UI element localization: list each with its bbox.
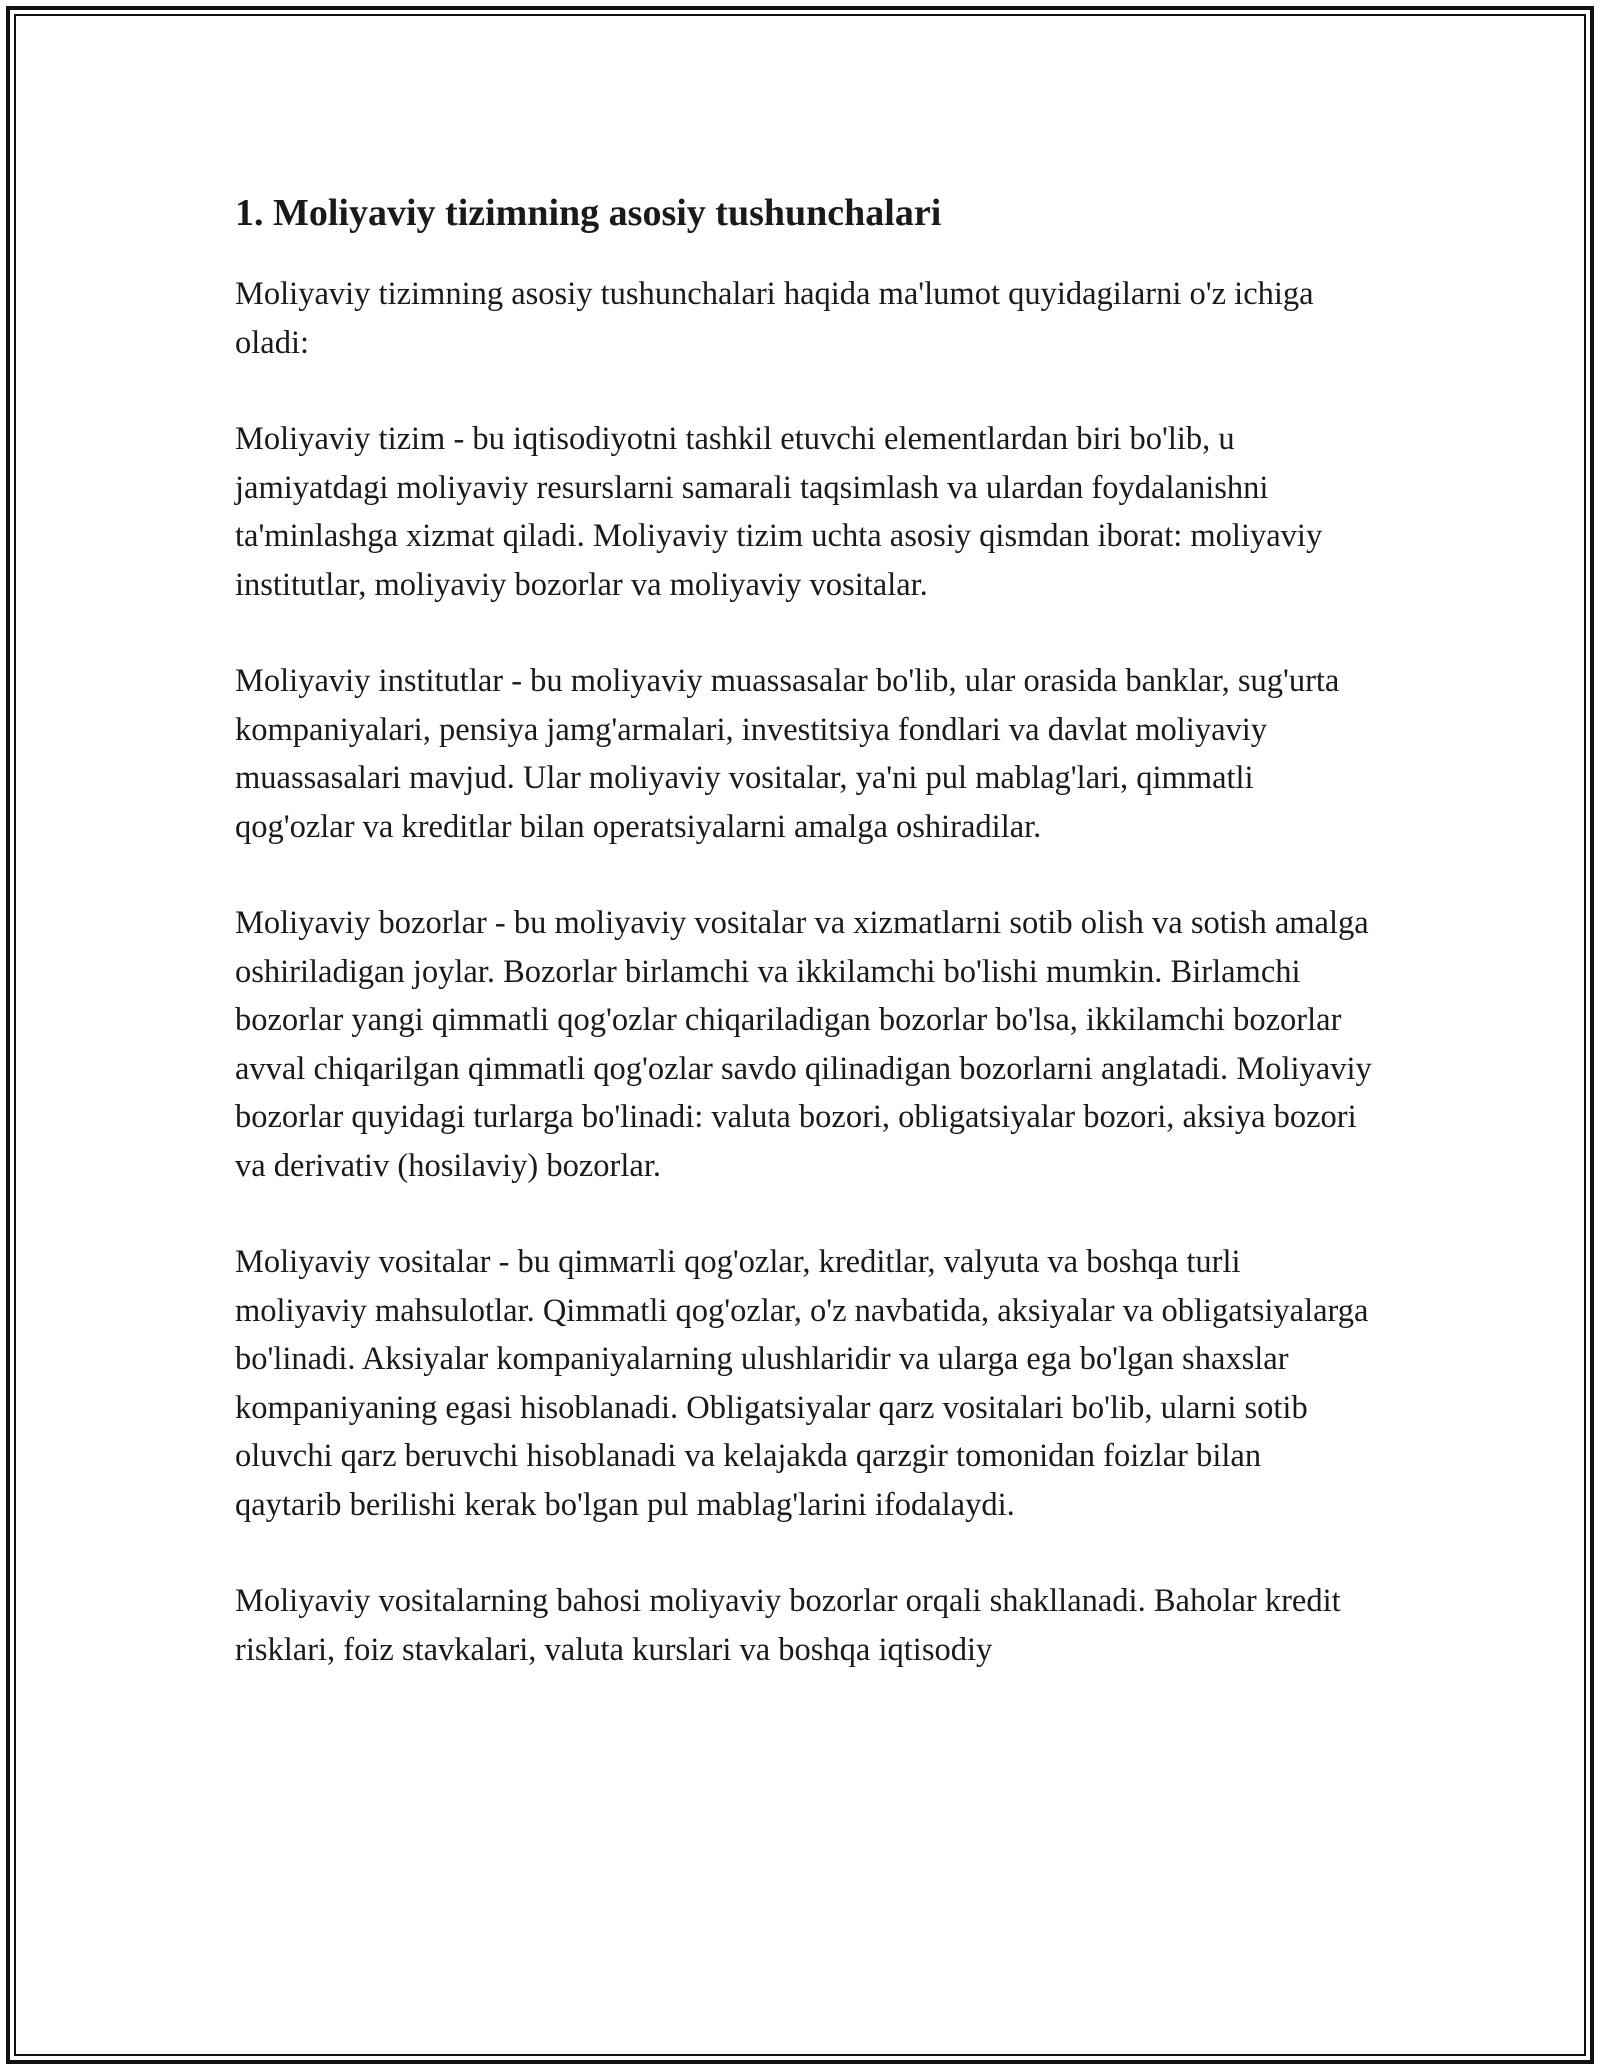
- paragraph-financial-system: Moliyaviy tizim - bu iqtisodiyotni tashkil etuvchi elementlardan biri bo'lib, u jamiyatdagi moliyaviy resurslarni samarali taqsimlash va ulardan foydalanishni ta'minlashga xizmat qiladi. Moliyaviy tizim uchta asosiy qismdan iborat: moliyaviy institutlar, moliyaviy bozorlar va moliyaviy vositalar.: [235, 421, 1323, 603]
- paragraph-financial-markets: Moliyaviy bozorlar - bu moliyaviy vositalar va xizmatlarni sotib olish va sotish amalga oshiriladigan joylar. Bozorlar birlamchi va ikkilamchi bo'lishi mumkin. Birlamchi bozorlar yangi qimmatli qog'ozlar chiqariladigan bozorlar bo'lsa, ikkilamchi bozorlar avval chiqarilgan qimmatli qog'ozlar savdo qilinadigan bozorlarni anglatadi. Moliyaviy bozorlar quyidagi turlarga bo'linadi: valuta bozori, obligatsiyalar bozori, aksiya bozori va derivativ (hosilaviy) bozorlar.: [235, 905, 1372, 1184]
- section-heading: 1. Moliyaviy tizimning asosiy tushunchalari: [235, 192, 942, 234]
- paragraph-financial-institutions: Moliyaviy institutlar - bu moliyaviy muassasalar bo'lib, ular orasida banklar, sug'urta kompaniyalari, pensiya jamg'armalari, investitsiya fondlari va davlat moliyaviy muassasalari mavjud. Ular moliyaviy vositalar, ya'ni pul mablag'lari, qimmatli qog'ozlar va kreditlar bilan operatsiyalarni amalga oshiradilar.: [235, 663, 1340, 845]
- document-body: [235, 188, 1375, 1722]
- paragraph-intro: Moliyaviy tizimning asosiy tushunchalari haqida ma'lumot quyidagilarni o'z ichiga oladi:: [235, 276, 1314, 361]
- paragraph-instrument-pricing: Moliyaviy vositalarning bahosi moliyaviy bozorlar orqali shakllanadi. Baholar kredit risklari, foiz stavkalari, valuta kurslari va boshqa iqtisodiy: [235, 1583, 1341, 1668]
- paragraph-financial-instruments: Moliyaviy vositalar - bu qimмaтli qog'ozlar, kreditlar, valyuta va boshqa turli moliyaviy mahsulotlar. Qimmatli qog'ozlar, o'z navbatida, aksiyalar va obligatsiyalarga bo'linadi. Aksiyalar kompaniyalarning ulushlaridir va ularga ega bo'lgan shaxslar kompaniyaning egasi hisoblanadi. Obligatsiyalar qarz vositalari bo'lib, ularni sotib oluvchi qarz beruvchi hisoblanadi va kelajakda qarzgir tomonidan foizlar bilan qaytarib berilishi kerak bo'lgan pul mablag'larini ifodalaydi.: [235, 1244, 1369, 1523]
